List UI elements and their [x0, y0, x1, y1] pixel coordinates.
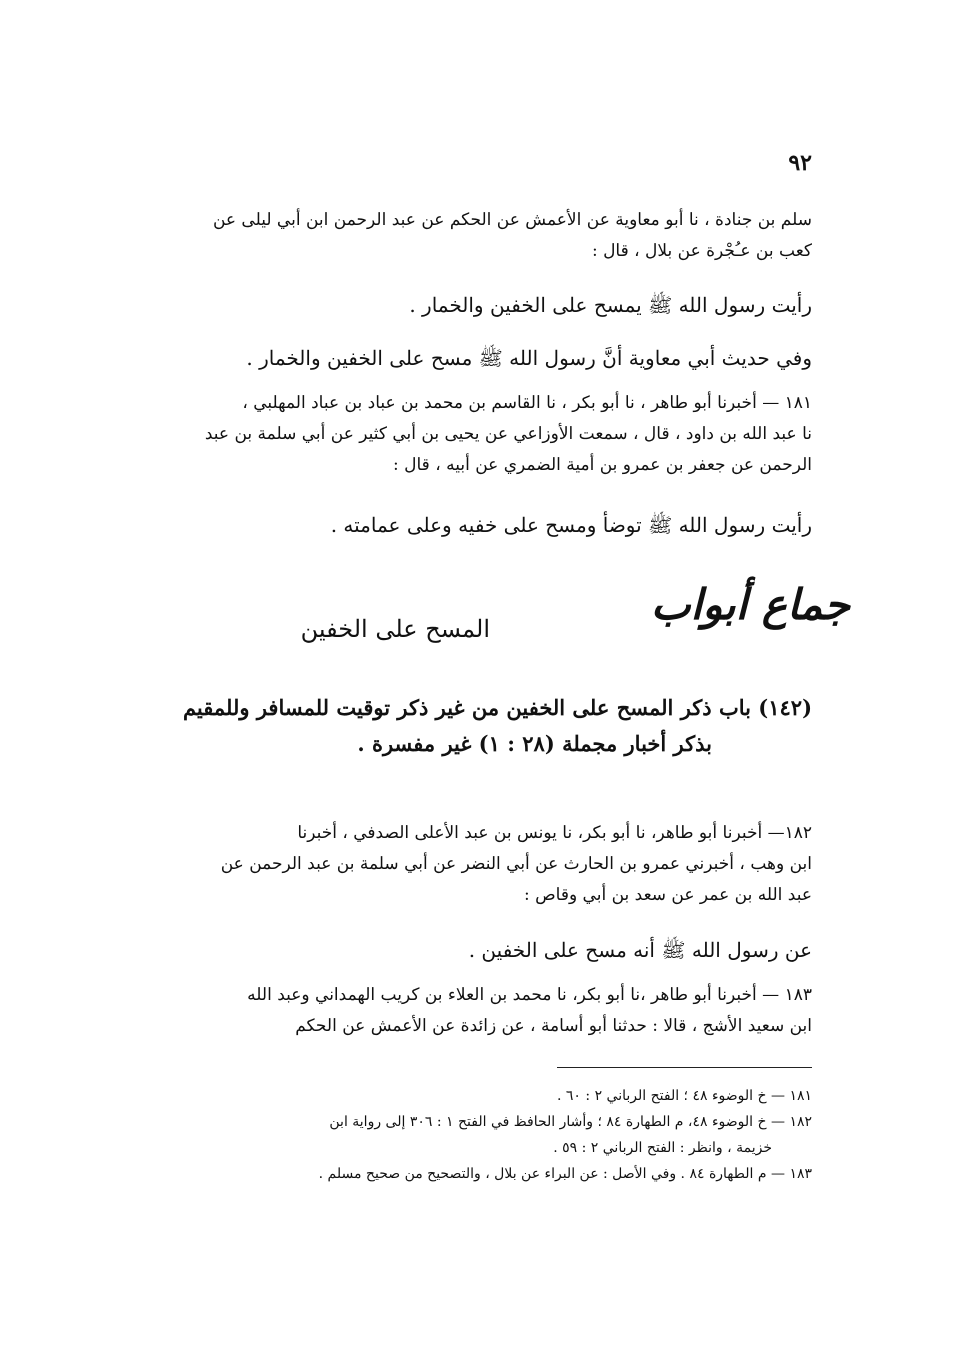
hadith-text: رأيت رسول الله ﷺ يمسح على الخفين والخمار . — [409, 293, 812, 317]
narration-line: نا عبد الله بن داود ، قال ، سمعت الأوزاعي عن يحيى بن أبي كثير عن أبي سلمة بن عبد — [204, 424, 812, 444]
narration-line: كعب بن عـُجْرة عن بلال ، قال : — [591, 241, 812, 261]
chapter-title — [140, 690, 812, 762]
narration-line: ابن سعيد الأشج ، قالا : حدثنا أبو أسامة ، عن زائدة عن الأعمش عن الحكم — [295, 1016, 812, 1036]
hadith-text: رأيت رسول الله ﷺ توضأ ومسح على خفيه وعلى عمامته . — [330, 513, 812, 537]
footnote-continuation: خزيمة ، وانظر : الفتح الرباني ٢ : ٥٩ . — [553, 1140, 772, 1156]
narration-line: ابن وهب ، أخبرني عمرو بن الحارث عن أبي النضر عن أبي سلمة بن عبد الرحمن عن — [220, 854, 812, 874]
narration-line: عبد الله بن عمر عن سعد بن أبي وقاص : — [523, 885, 812, 905]
section-calligraphy: جماع أبواب — [651, 580, 850, 629]
footnote: ١٨٣ — م الطهارة ٨٤ . وفي الأصل : عن البراء عن بلال ، والتصحيح من صحيح مسلم . — [318, 1166, 812, 1182]
section-heading — [250, 570, 850, 670]
narration-line: ١٨٢— أخبرنا أبو طاهر، نا أبو بكر، نا يونس بن عبد الأعلى الصدفي ، أخبرنا — [297, 823, 812, 843]
chapter-title-line: (١٤٢) باب ذكر المسح على الخفين من غير ذكر توقيت للمسافر وللمقيم — [182, 695, 812, 720]
hadith-183-chain — [140, 980, 812, 1042]
narration-line: ١٨٣ — أخبرنا أبو طاهر ،نا أبو بكر، نا محمد بن العلاء بن كريب الهمداني وعبد الله — [247, 985, 812, 1005]
section-subtitle: المسح على الخفين — [300, 615, 490, 643]
narration-block — [140, 205, 812, 267]
hadith-text: وفي حديث أبي معاوية أنَّ رسول الله ﷺ مسح على الخفين والخمار . — [246, 346, 812, 370]
narration-line: الرحمن عن جعفر بن عمرو بن أمية الضمري عن أبيه ، قال : — [393, 455, 812, 475]
hadith-text: عن رسول الله ﷺ أنه مسح على الخفين . — [468, 938, 812, 962]
narration-line: ١٨١ — أخبرنا أبو طاهر ، نا أبو بكر ، نا القاسم بن محمد بن عباد بن عباد المهلبي ، — [242, 393, 812, 413]
footnote-divider — [557, 1067, 812, 1068]
hadith-182-chain — [140, 818, 812, 911]
page-number: ٩٢ — [788, 150, 812, 176]
footnotes — [140, 1083, 812, 1187]
narration-line: سلم بن جنادة ، نا أبو معاوية عن الأعمش عن الحكم عن عبد الرحمن ابن أبي ليلى عن — [212, 210, 812, 230]
footnote: ١٨١ — خ الوضوء ٤٨ ؛ الفتح الرباني ٢ : ٦٠ . — [556, 1088, 812, 1104]
chapter-title-line: بذكر أخبار مجملة (٢٨ : ١) غير مفسرة . — [357, 731, 712, 756]
footnote: ١٨٢ — خ الوضوء ٤٨، م الطهارة ٨٤ ؛ وأشار الحافظ في الفتح ١ : ٣٠٦ إلى رواية ابن — [329, 1114, 812, 1130]
hadith-181-chain — [140, 388, 812, 481]
